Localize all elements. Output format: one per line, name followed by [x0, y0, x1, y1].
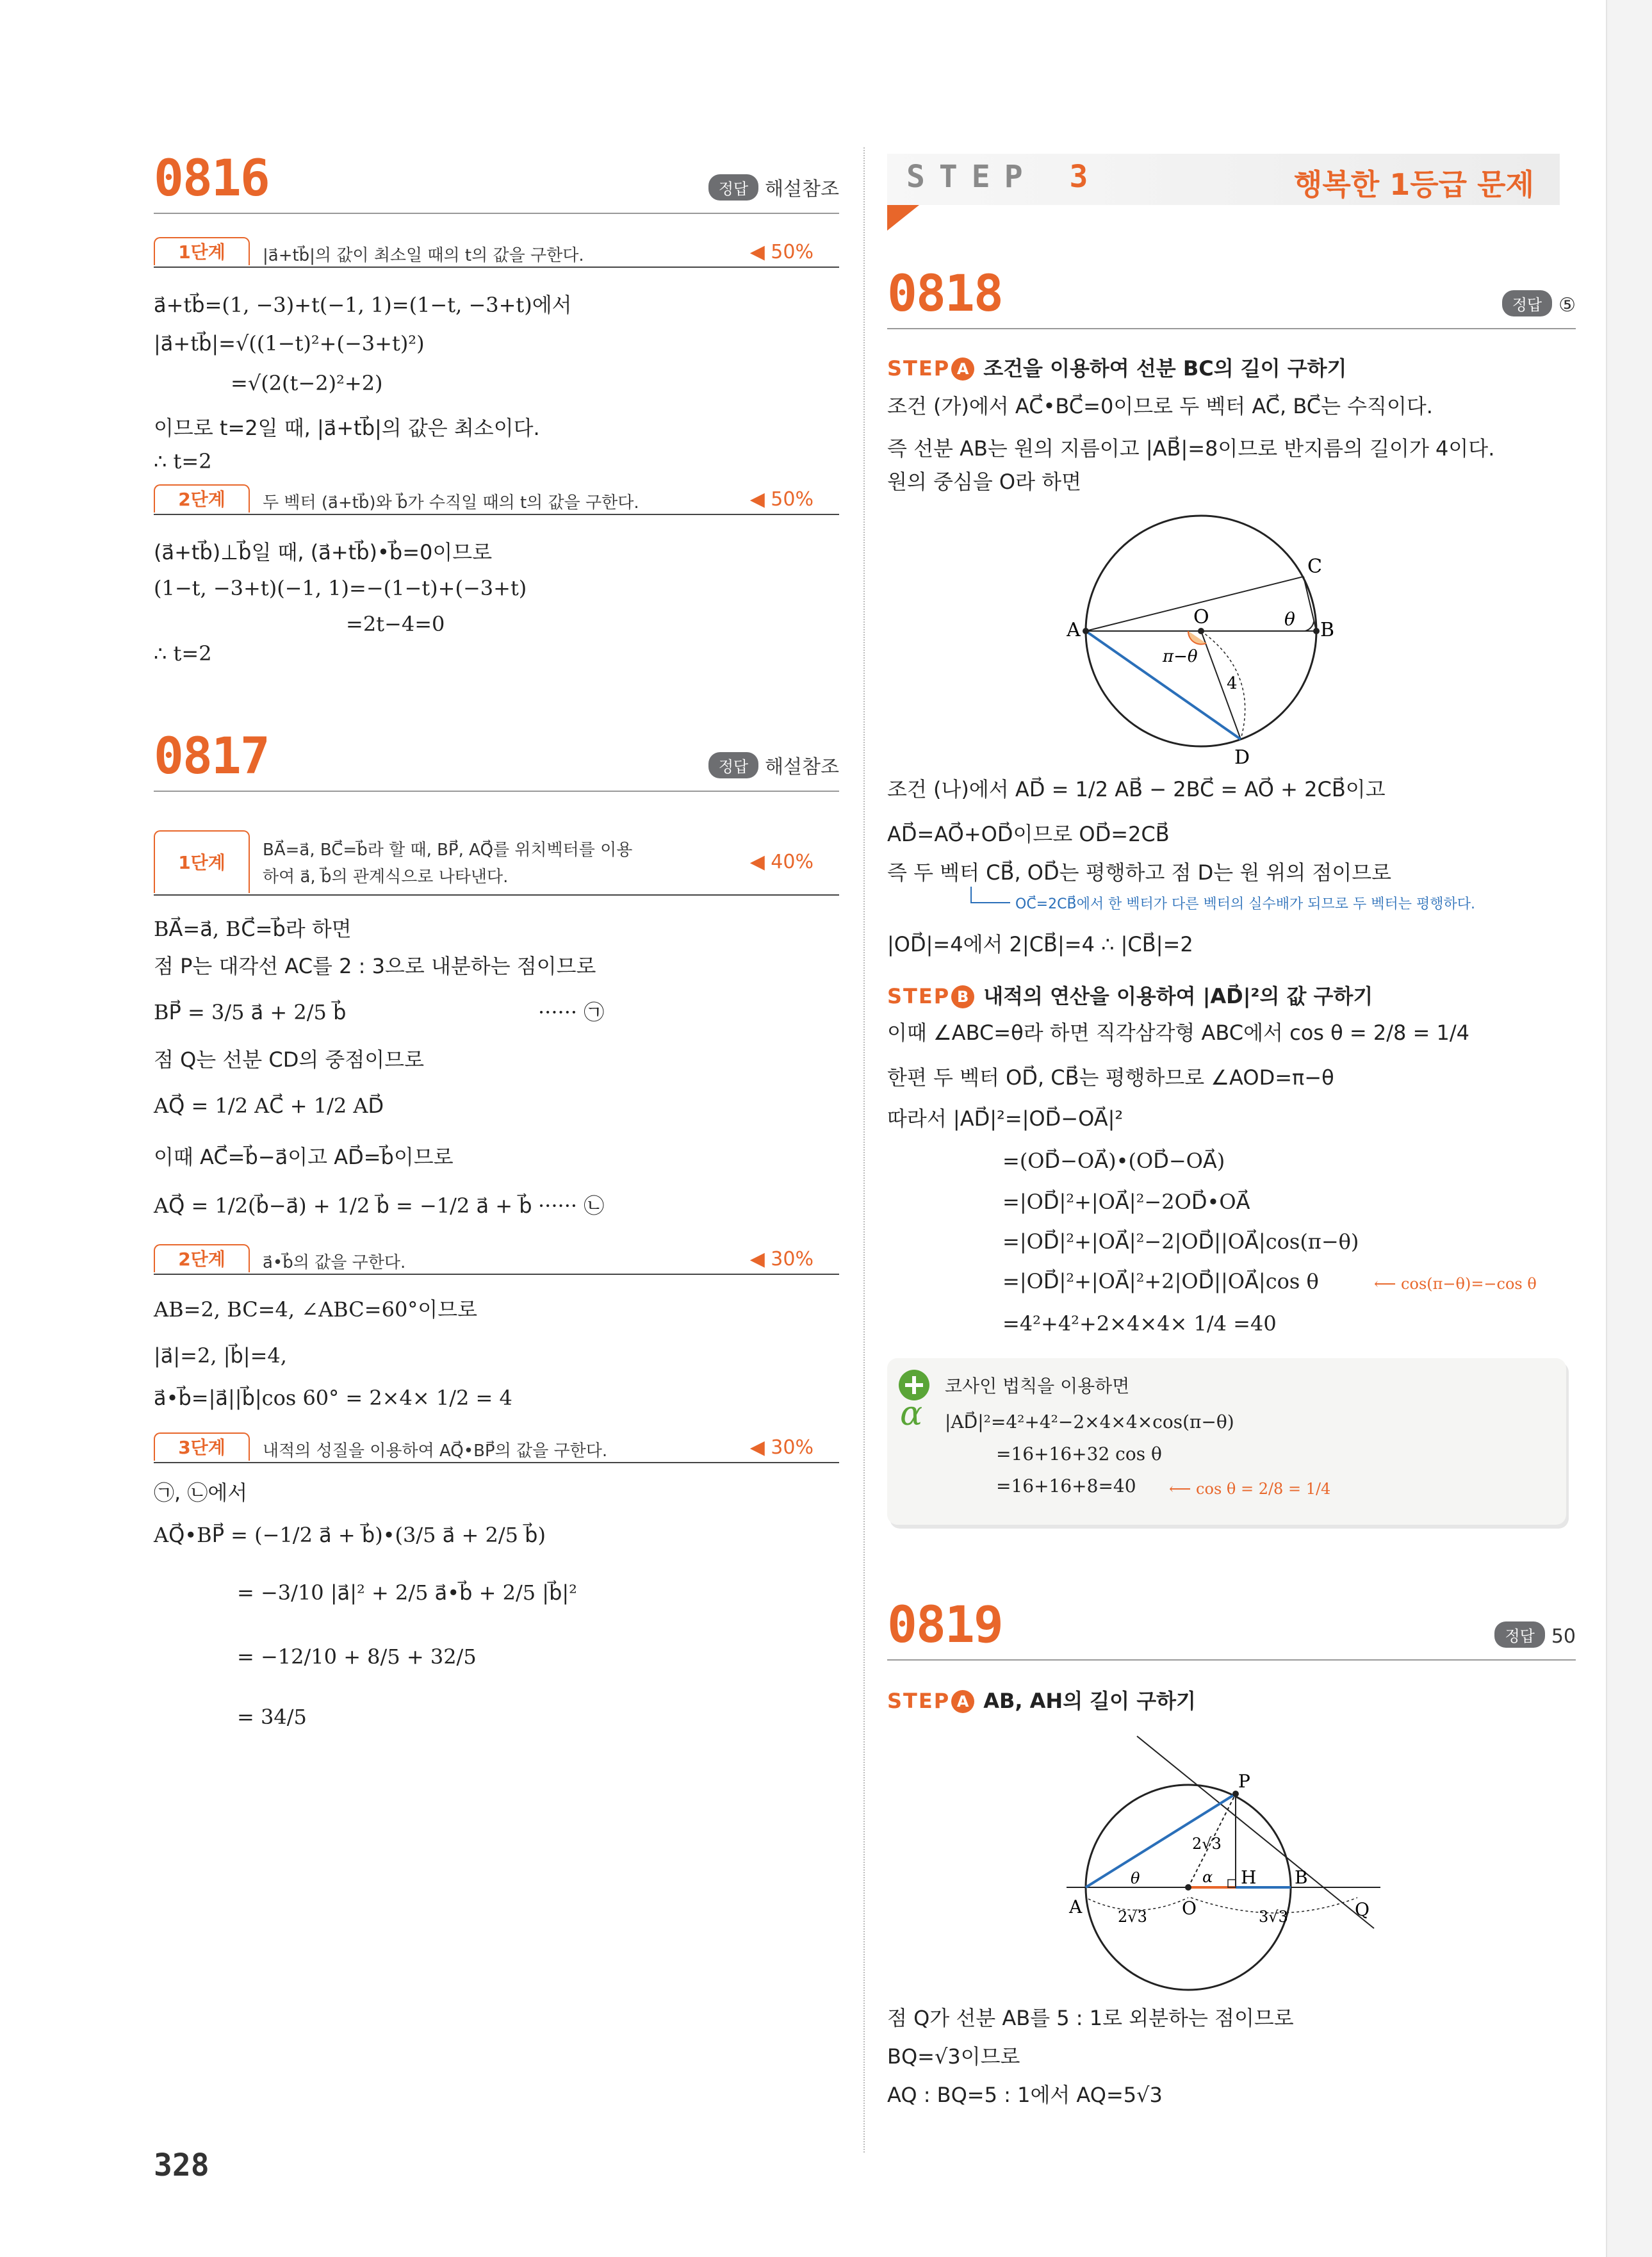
solution-line: AQ⃗•BP⃗ = (−1/2 a⃗ + b⃗)•(3/5 a⃗ + 2/5 b⃗) [154, 1523, 546, 1547]
label-a: A [1067, 619, 1081, 641]
page-edge-strip [1606, 0, 1652, 2257]
plus-alpha-icon [895, 1368, 933, 1429]
center-point [1198, 628, 1204, 634]
solution-line: = −3/10 |a⃗|² + 2/5 a⃗•b⃗ + 2/5 |b⃗|² [237, 1580, 577, 1605]
label-theta: θ [1131, 1869, 1140, 1887]
label-q: Q [1355, 1899, 1370, 1920]
side-note-text: cos(π−θ)=−cos θ [1401, 1275, 1537, 1293]
answer-text: ⑤ [1558, 294, 1576, 316]
stage-desc: |a⃗+tb⃗|의 값이 최소일 때의 t의 값을 구한다. [263, 246, 584, 265]
solution-line: ∴ t=2 [154, 449, 212, 473]
solution-line: AB=2, BC=4, ∠ABC=60°이므로 [154, 1297, 478, 1322]
stage-badge: 3단계 [154, 1432, 250, 1461]
answer-text: 해설참조 [765, 756, 839, 778]
problem-0819-header [887, 1589, 1576, 1661]
problem-number: 0816 [154, 150, 269, 208]
problem-0816-header [154, 142, 839, 214]
step3-label-num: 3 [1069, 159, 1102, 195]
tip-title: 코사인 법칙을 이용하면 [945, 1375, 1130, 1397]
answer-badge: 정답 [708, 752, 758, 778]
tip-note-text: cos θ = 2/8 = 1/4 [1196, 1480, 1331, 1498]
solution-line: (1−t, −3+t)(−1, 1)=−(1−t)+(−3+t) [154, 576, 527, 600]
stage-pct: ◀ 50% [749, 488, 814, 511]
answer [1494, 1621, 1576, 1648]
banner-corner-triangle [887, 205, 919, 231]
equation-tag: ······ ㉠ [538, 1000, 605, 1024]
step3-title: 행복한 1등급 문제 [1293, 167, 1534, 202]
label-a: A [1069, 1896, 1083, 1917]
solution-line: 따라서 |AD⃗|²=|OD⃗−OA⃗|² [887, 1106, 1124, 1131]
label-b: B [1320, 619, 1335, 641]
problem-number: 0817 [154, 728, 269, 785]
step3-label [906, 159, 1102, 195]
stage-1 [154, 830, 839, 896]
step-a [887, 1685, 1196, 1714]
solution-line: ∴ t=2 [154, 641, 212, 666]
point-a [1083, 628, 1089, 634]
stage-desc: 내적의 성질을 이용하여 AQ⃗•BP⃗의 값을 구한다. [263, 1441, 608, 1461]
solution-line: ㉠, ㉡에서 [154, 1481, 248, 1505]
solution-line: |a⃗|=2, |b⃗|=4, [154, 1343, 287, 1368]
answer [1502, 290, 1576, 316]
angle-theta-mark [1305, 621, 1314, 631]
answer-text: 50 [1551, 1625, 1576, 1648]
solution-line: 즉 두 벡터 CB⃗, OD⃗는 평행하고 점 D는 원 위의 점이므로 [887, 860, 1392, 885]
side-note: ⟵ cos(π−θ)=−cos θ [1374, 1275, 1537, 1293]
label-oq-length: 3√3 [1259, 1908, 1288, 1926]
column-divider [863, 147, 865, 2153]
solution-line: =(OD⃗−OA⃗)•(OD⃗−OA⃗) [1002, 1149, 1225, 1173]
label-op-length: 2√3 [1192, 1835, 1222, 1853]
stage-desc-line: BA⃗=a⃗, BC⃗=b⃗라 할 때, BP⃗, AQ⃗를 위치벡터를 이용 [263, 841, 633, 860]
label-theta: θ [1284, 609, 1295, 630]
solution-line: 점 Q는 선분 CD의 중점이므로 [154, 1047, 424, 1072]
tip-box [887, 1358, 1566, 1525]
stage-badge: 2단계 [154, 484, 250, 513]
label-p: P [1238, 1771, 1250, 1792]
solution-line: 조건 (나)에서 AD⃗ = 1/2 AB⃗ − 2BC⃗ = AO⃗ + 2CB⃗이고 [887, 777, 1386, 801]
solution-line: = −12/10 + 8/5 + 32/5 [237, 1645, 477, 1669]
solution-line: AD⃗=AO⃗+OD⃗이므로 OD⃗=2CB⃗ [887, 822, 1170, 846]
stage-pct: ◀ 40% [749, 851, 814, 873]
stage-desc: 두 벡터 (a⃗+tb⃗)와 b⃗가 수직일 때의 t의 값을 구한다. [263, 493, 639, 513]
answer-badge: 정답 [1494, 1621, 1544, 1648]
note-pointer [970, 887, 1010, 903]
step-tag-label: STEP [887, 984, 951, 1008]
answer-text: 해설참조 [765, 178, 839, 201]
tip-note: ⟵ cos θ = 2/8 = 1/4 [1169, 1480, 1331, 1498]
solution-line: AQ⃗ = 1/2 AC⃗ + 1/2 AD⃗ [154, 1094, 384, 1118]
stage-badge: 2단계 [154, 1244, 250, 1272]
problem-number: 0818 [887, 265, 1002, 323]
point-b [1313, 628, 1320, 634]
step-desc: 조건을 이용하여 선분 BC의 길이 구하기 [983, 356, 1347, 381]
solution-line: BP⃗ = 3/5 a⃗ + 2/5 b⃗ [154, 1000, 347, 1024]
stage-pct: ◀ 50% [749, 241, 814, 263]
label-ao-length: 2√3 [1118, 1908, 1147, 1926]
stage-pct: ◀ 30% [749, 1248, 814, 1270]
label-o: O [1193, 606, 1209, 628]
stage-pct: ◀ 30% [749, 1436, 814, 1459]
label-b: B [1295, 1867, 1308, 1888]
step-b [887, 980, 1373, 1010]
solution-line: 원의 중심을 O라 하면 [887, 470, 1081, 494]
label-c: C [1307, 555, 1322, 578]
svg-text:α: α [900, 1395, 923, 1429]
solution-line: =|OD⃗|²+|OA⃗|²+2|OD⃗||OA⃗|cos θ [1002, 1269, 1319, 1293]
center-point [1185, 1884, 1191, 1891]
circle-diagram-0818 [1067, 506, 1336, 769]
step-tag-label: STEP [887, 356, 951, 381]
step-a [887, 352, 1346, 382]
tip-line: |AD⃗|²=4²+4²−2×4×4×cos(π−θ) [945, 1411, 1234, 1432]
stage-desc [263, 837, 632, 890]
stage-1 [154, 237, 839, 268]
step-desc: AB, AH의 길이 구하기 [983, 1689, 1196, 1713]
stage-desc-line: 하여 a⃗, b⃗의 관계식으로 나타낸다. [263, 867, 509, 887]
step-tag-label: STEP [887, 1689, 951, 1713]
solution-line: AQ⃗ = 1/2(b⃗−a⃗) + 1/2 b⃗ = −1/2 a⃗ + b⃗ [154, 1194, 532, 1218]
page-number: 328 [154, 2147, 209, 2183]
tip-line: =16+16+8=40 [996, 1475, 1136, 1497]
circle-diagram-0819 [1067, 1730, 1387, 1999]
step-desc: 내적의 연산을 이용하여 |AD⃗|²의 값 구하기 [983, 984, 1373, 1008]
solution-line: 이므로 t=2일 때, |a⃗+tb⃗|의 값은 최소이다. [154, 416, 540, 440]
solution-line: 한편 두 벡터 OD⃗, CB⃗는 평행하므로 ∠AOD=π−θ [887, 1065, 1334, 1090]
solution-line: =2t−4=0 [346, 612, 445, 636]
solution-line: a⃗•b⃗=|a⃗||b⃗|cos 60° = 2×4× 1/2 = 4 [154, 1386, 512, 1410]
segment-cb [1304, 577, 1316, 631]
label-d: D [1234, 746, 1250, 769]
stage-3 [154, 1432, 839, 1463]
step3-label-prefix: STEP [906, 159, 1070, 195]
solution-line: 이때 ∠ABC=θ라 하면 직각삼각형 ABC에서 cos θ = 2/8 = 1/4 [887, 1021, 1470, 1045]
solution-line: = 34/5 [237, 1705, 307, 1729]
equation-tag: ······ ㉡ [538, 1194, 605, 1218]
solution-line: 조건 (가)에서 AC⃗•BC⃗=0이므로 두 벡터 AC⃗, BC⃗는 수직이다. [887, 394, 1433, 418]
solution-line: AQ : BQ=5 : 1에서 AQ=5√3 [887, 2083, 1163, 2107]
stage-2 [154, 484, 839, 515]
solution-line: 즉 선분 AB는 원의 지름이고 |AB⃗|=8이므로 반지름의 길이가 4이다. [887, 436, 1495, 461]
answer [708, 751, 839, 779]
solution-line: =|OD⃗|²+|OA⃗|²−2OD⃗•OA⃗ [1002, 1190, 1250, 1214]
problem-0817-header [154, 720, 839, 792]
answer-badge: 정답 [1502, 290, 1552, 316]
solution-line: =4²+4²+2×4×4× 1/4 =40 [1002, 1311, 1277, 1336]
problem-number: 0819 [887, 1596, 1002, 1654]
problem-0818-header [887, 258, 1576, 329]
label-o: O [1182, 1898, 1197, 1919]
label-pi-theta: π−θ [1163, 647, 1198, 666]
stage-badge: 1단계 [154, 237, 250, 265]
stage-badge: 1단계 [154, 830, 250, 893]
tip-line: =16+16+32 cos θ [996, 1443, 1162, 1465]
label-radius: 4 [1227, 674, 1238, 693]
answer-badge: 정답 [708, 174, 758, 201]
solution-line: BA⃗=a⃗, BC⃗=b⃗라 하면 [154, 917, 352, 941]
solution-line: =√(2(t−2)²+2) [231, 371, 383, 395]
step3-banner [887, 154, 1560, 205]
solution-line: =|OD⃗|²+|OA⃗|²−2|OD⃗||OA⃗|cos(π−θ) [1002, 1229, 1359, 1254]
solution-line: 점 P는 대각선 AC를 2 : 3으로 내분하는 점이므로 [154, 954, 596, 978]
step-letter: A [951, 1690, 974, 1713]
answer [708, 173, 839, 201]
label-alpha: α [1202, 1868, 1213, 1886]
solution-line: 점 Q가 선분 AB를 5 : 1로 외분하는 점이므로 [887, 2006, 1294, 2030]
solution-line: |OD⃗|=4에서 2|CB⃗|=4 ∴ |CB⃗|=2 [887, 932, 1193, 956]
solution-line: |a⃗+tb⃗|=√((1−t)²+(−3+t)²) [154, 331, 425, 356]
solution-line: (a⃗+tb⃗)⊥b⃗일 때, (a⃗+tb⃗)•b⃗=0이므로 [154, 540, 493, 564]
stage-2 [154, 1244, 839, 1275]
solution-line: a⃗+tb⃗=(1, −3)+t(−1, 1)=(1−t, −3+t)에서 [154, 293, 572, 317]
note: OC⃗=2CB⃗에서 한 벡터가 다른 벡터의 실수배가 되므로 두 벡터는 평행하다. [1015, 896, 1476, 912]
stage-desc: a⃗•b⃗의 값을 구한다. [263, 1253, 406, 1272]
step-letter: B [951, 985, 974, 1008]
solution-line: BQ=√3이므로 [887, 2044, 1020, 2069]
step-letter: A [951, 357, 974, 381]
label-h: H [1241, 1867, 1257, 1888]
solution-line: 이때 AC⃗=b⃗−a⃗이고 AD⃗=b⃗이므로 [154, 1145, 454, 1169]
